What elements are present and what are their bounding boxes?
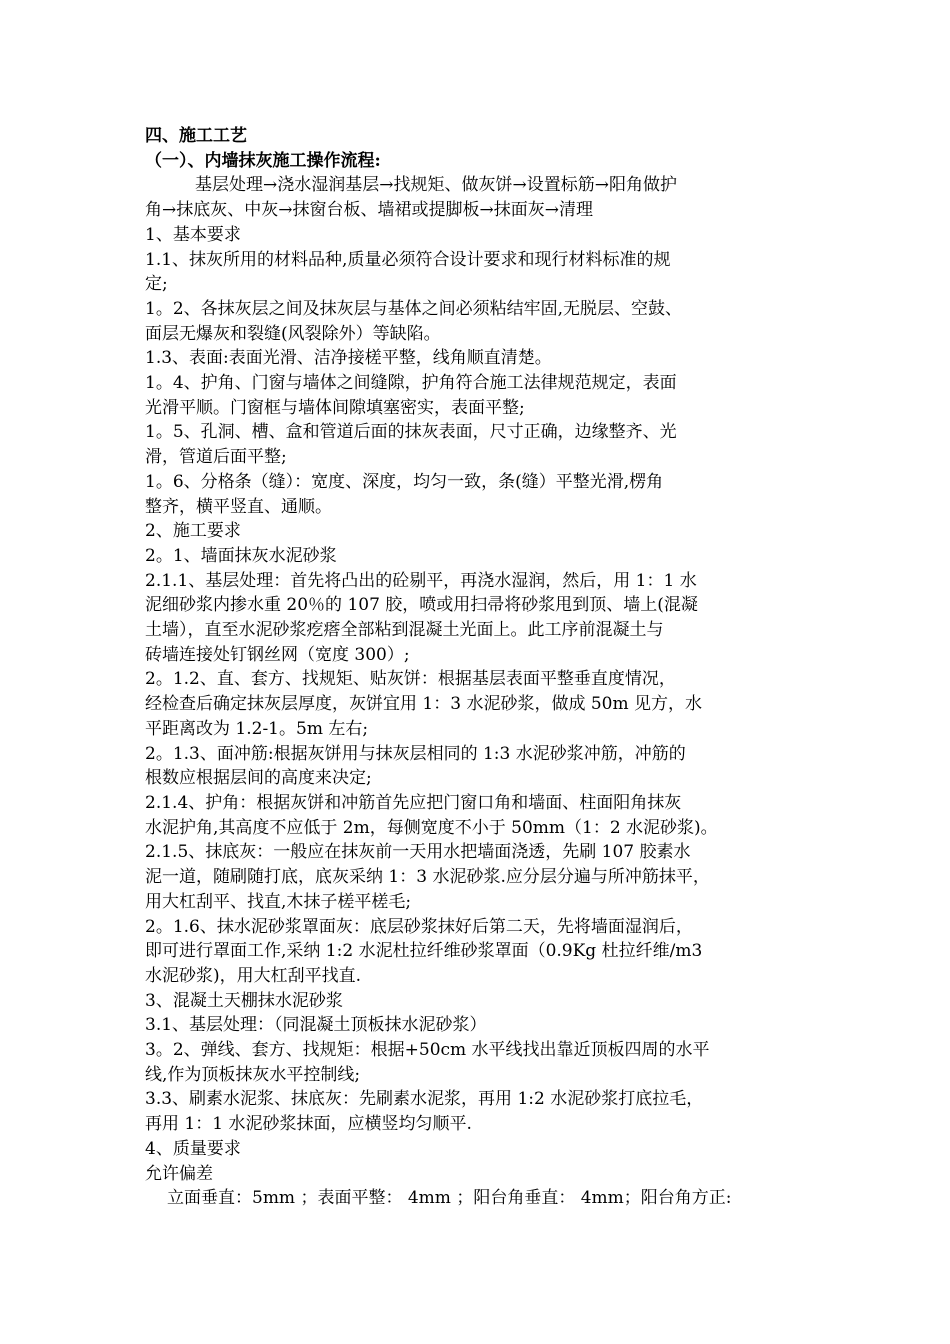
text-line: 平距离改为 1.2-1。5m 左右; xyxy=(145,718,369,739)
text-line: 2。1.6、抹水泥砂浆罩面灰：底层砂浆抹好后第二天，先将墙面湿润后， xyxy=(145,916,693,937)
text-line: 整齐，横平竖直、通顺。 xyxy=(145,496,332,517)
text-line: 4、质量要求 xyxy=(145,1138,241,1159)
text-line: 2。1.2、直、套方、找规矩、贴灰饼：根据基层表面平整垂直度情况， xyxy=(145,669,676,690)
text-line: 2.1.5、抹底灰：一般应在抹灰前一天用水把墙面浇透，先刷 107 胶素水 xyxy=(145,842,691,863)
text-line: 基层处理→浇水湿润基层→找规矩、做灰饼→设置标筋→阳角做护 xyxy=(195,175,677,196)
text-line: 滑，管道后面平整; xyxy=(145,447,287,468)
text-line: 2.1.4、护角：根据灰饼和冲筋首先应把门窗口角和墙面、柱面阳角抹灰 xyxy=(145,792,682,813)
text-line: 1、基本要求 xyxy=(145,224,241,245)
text-line: 根数应根据层间的高度来决定; xyxy=(145,768,372,789)
text-line: 用大杠刮平、找直,木抹子槎平槎毛; xyxy=(145,891,412,912)
text-line: 再用 1：1 水泥砂浆抹面，应横竖均匀顺平. xyxy=(145,1114,472,1135)
text-line: 1。6、分格条（缝）：宽度、深度，均匀一致，条(缝）平整光滑,楞角 xyxy=(145,471,664,492)
text-line: 3.1、基层处理：（同混凝土顶板抹水泥砂浆） xyxy=(145,1015,487,1036)
text-line: 2、施工要求 xyxy=(145,521,241,542)
text-line: 1。2、各抹灰层之间及抹灰层与基体之间必须粘结牢固,无脱层、空鼓、 xyxy=(145,298,683,319)
text-line: 泥一道，随刷随打底，底灰采纳 1：3 水泥砂浆.应分层分遍与所冲筋抹平， xyxy=(145,867,710,888)
text-line: 经检查后确定抹灰层厚度，灰饼宜用 1：3 水泥砂浆，做成 50m 见方，水 xyxy=(145,694,702,715)
text-line: 线,作为顶板抹灰水平控制线; xyxy=(145,1064,361,1085)
text-line: 3、混凝土天棚抹水泥砂浆 xyxy=(145,990,343,1011)
text-line: 1.1、抹灰所用的材料品种,质量必须符合设计要求和现行材料标准的规 xyxy=(145,249,671,270)
text-line: 土墙），直至水泥砂浆疙瘩全部粘到混凝土光面上。此工序前混凝土与 xyxy=(145,620,664,641)
section-heading: 四、施工工艺 xyxy=(145,126,247,146)
text-line: 1。4、护角、门窗与墙体之间缝隙，护角符合施工法律规范规定，表面 xyxy=(145,373,677,394)
text-line: 水泥护角,其高度不应低于 2m，每侧宽度不小于 50mm（1：2 水泥砂浆)。 xyxy=(145,817,718,838)
document-body xyxy=(145,124,815,1211)
text-line: 面层无爆灰和裂缝(风裂除外）等缺陷。 xyxy=(145,323,441,344)
text-line: 2。1.3、面冲筋:根据灰饼用与抹灰层相同的 1:3 水泥砂浆冲筋，冲筋的 xyxy=(145,743,686,764)
text-line: 3.3、刷素水泥浆、抹底灰：先刷素水泥浆，再用 1:2 水泥砂浆打底拉毛， xyxy=(145,1089,704,1110)
text-line: 定; xyxy=(145,274,168,295)
text-line: 角→抹底灰、中灰→抹窗台板、墙裙或提脚板→抹面灰→清理 xyxy=(145,200,593,221)
text-line: 立面垂直：5mm ；表面平整： 4mm ；阳台角垂直： 4mm；阳台角方正: xyxy=(167,1188,732,1209)
text-line: 2。1、墙面抹灰水泥砂浆 xyxy=(145,545,337,566)
text-line: 2.1.1、基层处理：首先将凸出的砼剔平，再浇水湿润，然后，用 1：1 水 xyxy=(145,570,697,591)
text-line: 即可进行罩面工作,采纳 1:2 水泥杜拉纤维砂浆罩面（0.9Kg 杜拉纤维/m3 xyxy=(145,941,703,962)
section-heading: （一）、内墙抹灰施工操作流程: xyxy=(145,150,381,171)
text-line: 1。5、孔洞、槽、盒和管道后面的抹灰表面，尺寸正确，边缘整齐、光 xyxy=(145,422,677,443)
text-line: 泥细砂浆内掺水重 20％的 107 胶，喷或用扫帚将砂浆甩到顶、墙上(混凝 xyxy=(145,595,698,616)
text-line: 1.3、表面:表面光滑、洁净接槎平整，线角顺直清楚。 xyxy=(145,348,552,369)
text-line: 3。2、弹线、套方、找规矩：根据+50cm 水平线找出靠近顶板四周的水平 xyxy=(145,1040,710,1061)
text-line: 光滑平顺。门窗框与墙体间隙填塞密实，表面平整; xyxy=(145,397,525,418)
text-line: 允许偏差 xyxy=(145,1163,213,1184)
text-line: 砖墙连接处钉钢丝网（宽度 300）; xyxy=(145,644,410,665)
text-line: 水泥砂浆)，用大杠刮平找直. xyxy=(145,965,362,986)
